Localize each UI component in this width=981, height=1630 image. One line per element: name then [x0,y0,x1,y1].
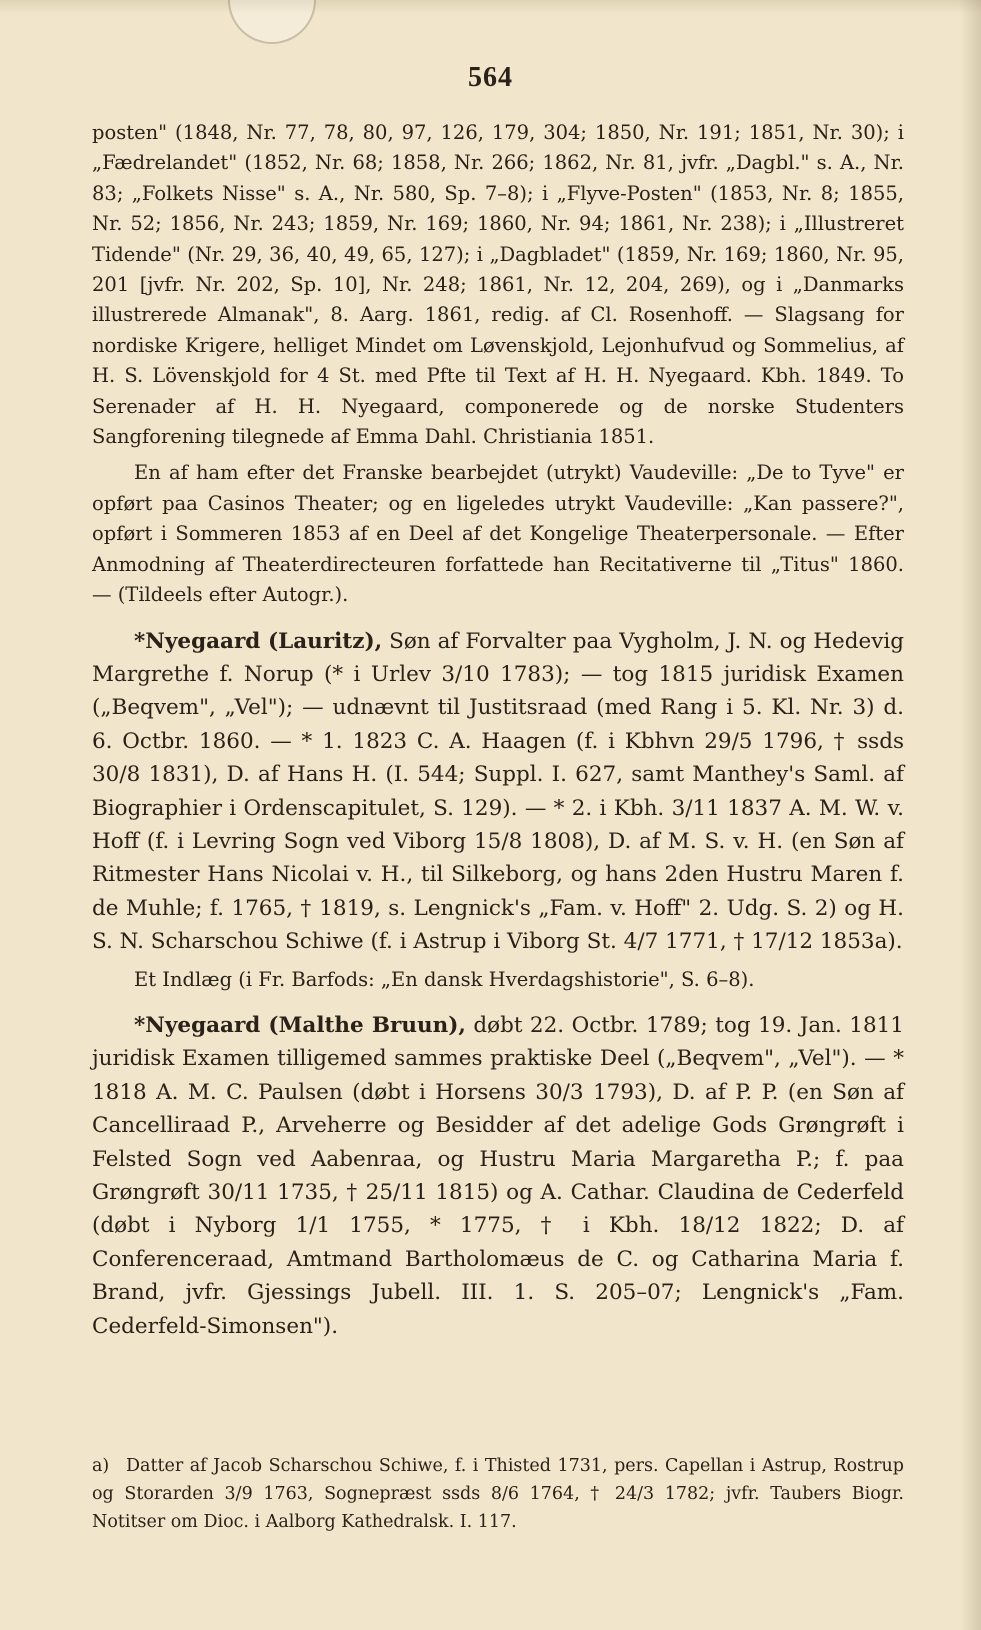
footnote-mark: a) [92,1456,110,1476]
entry-heading-malthe: *Nyegaard (Malthe Bruun), [134,1012,466,1038]
paragraph-publications: posten" (1848, Nr. 77, 78, 80, 97, 126, 179, 304; 1850, Nr. 191; 1851, Nr. 30); i „Fædrelandet" (1852, Nr. 68; 1858, Nr. 266; 1862, Nr. 81, jvfr. „Dagbl." s. A., Nr. 83; „Folkets Nisse" s. A., Nr. 580, Sp. 7–8); i „Flyve-Posten" (1853, Nr. 8; 1855, Nr. 52; 1856, Nr. 243; 1859, Nr. 169; 1860, Nr. 94; 1861, Nr. 238); i „Illustreret Tidende" (Nr. 29, 36, 40, 49, 65, 127); i „Dagbladet" (1859, Nr. 169; 1860, Nr. 95, 201 [jvfr. Nr. 202, Sp. 10], Nr. 248; 1861, Nr. 12, 204, 269), og i „Danmarks illustrerede Almanak", 8. Aarg. 1861, redig. af Cl. Rosenhoff. — Slagsang for nordiske Krigere, helliget Mindet om Løvenskjold, Lejonhufvud og Sommelius, af H. S. Lövenskjold for 4 St. med Pfte til Text af H. H. Nyegaard. Kbh. 1849. To Serenader af H. H. Nyegaard, componerede og de norske Studenters Sangforening tilegnede af Emma Dahl. Christiania 1851. [92,121,904,449]
entry-body-lauritz: Søn af Forvalter paa Vygholm, J. N. og Hedevig Margrethe f. Norup (* i Urlev 3/10 1783); — tog 1815 juridisk Examen („Beqvem", „Vel"); — udnævnt til Justitsraad (med Rang i 5. Kl. Nr. 3) d. 6. Octbr. 1860. — * 1. 1823 C. A. Haagen (f. i Kbhvn 29/5 1796, † ssds 30/8 1831), D. af Hans H. (I. 544; Suppl. I. 627, samt Manthey's Saml. af Biographier i Ordenscapitulet, S. 129). — * 2. i Kbh. 3/11 1837 A. M. W. v. Hoff (f. i Levring Sogn ved Viborg 15/8 1808), D. af M. S. v. H. (en Søn af Ritmester Hans Nicolai v. H., til Silkeborg, og hans 2den Hustru Maren f. de Muhle; f. 1765, † 1819, s. Lengnick's „Fam. v. Hoff" 2. Udg. S. 2) og H. S. N. Scharschou Schiwe (f. i Astrup i Viborg St. 4/7 1771, † 17/12 1853a). [92,628,904,955]
main-text [92,118,904,1343]
paragraph-indlaeg: Et Indlæg (i Fr. Barfods: „En dansk Hverdagshistorie", S. 6–8). [134,967,755,991]
page-right-shadow [959,0,981,1630]
footnote-text: Datter af Jacob Scharschou Schiwe, f. i Thisted 1731, pers. Capellan i Astrup, Rostrup og Storarden 3/9 1763, Sognepræst ssds 8/6 1764, † 24/3 1782; jvfr. Taubers Biogr. Notitser om Dioc. i Aalborg Kathedralsk. I. 117. [92,1456,904,1532]
entry-nyegaard-lauritz [92,625,904,959]
paragraph-vaudeville: En af ham efter det Franske bearbejdet (utrykt) Vaudeville: „De to Tyve" er opført paa Casinos Theater; og en ligeledes utrykt Vaudeville: „Kan passere?", opført i Sommeren 1853 af en Deel af det Kongelige Theaterpersonale. — Efter Anmodning af Theaterdirecteuren forfattede han Recitativerne til „Titus" 1860. — (Tildeels efter Autogr.). [92,461,904,607]
binding-hole [228,0,316,44]
page-number: 564 [468,62,513,93]
entry-body-malthe: døbt 22. Octbr. 1789; tog 19. Jan. 1811 juridisk Examen tilligemed sammes praktiske Deel („Beqvem", „Vel"). — * 1818 A. M. C. Paulsen (døbt i Horsens 30/3 1793), D. af P. P. (en Søn af Cancelliraad P., Arveherre og Besidder af det adelige Gods Grøngrøft i Felsted Sogn ved Aabenraa, og Hustru Maria Margaretha P.; f. paa Grøngrøft 30/11 1735, † 25/11 1815) og A. Cathar. Claudina de Cederfeld (døbt i Nyborg 1/1 1755, * 1775, † i Kbh. 18/12 1822; D. af Conferenceraad, Amtmand Bartholomæus de C. og Catharina Maria f. Brand, jvfr. Gjessings Jubell. III. 1. S. 205–07; Lengnick's „Fam. Cederfeld-Simonsen"). [92,1012,904,1339]
footnote [92,1452,904,1536]
entry-heading-lauritz: *Nyegaard (Lauritz), [134,628,383,654]
page-top-shadow [0,0,981,14]
entry-nyegaard-malthe [92,1009,904,1343]
